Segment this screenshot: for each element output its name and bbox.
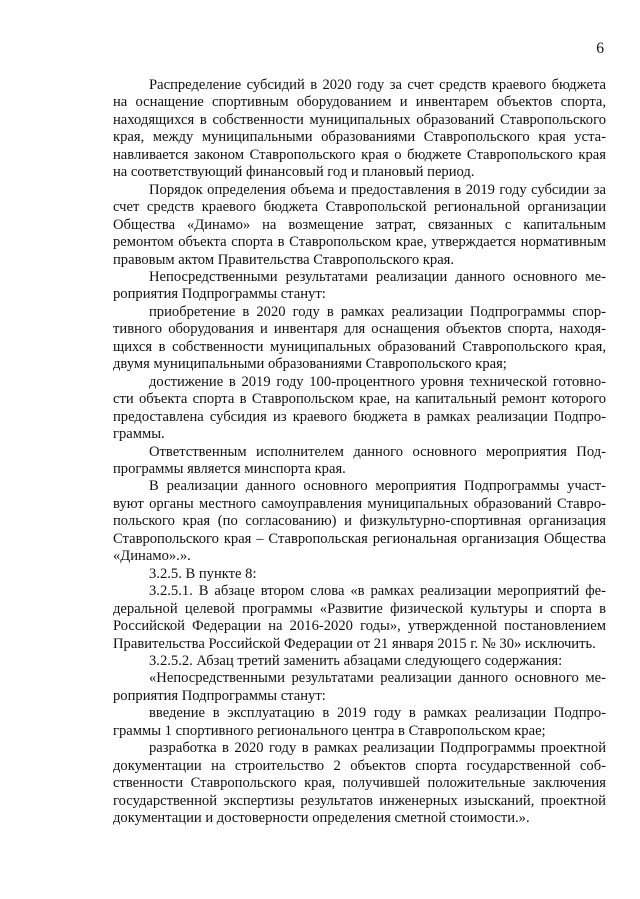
- paragraph-subsidy-distribution: Распределение субсидий в 2020 году за счет средств краевого бюджета на оснащение спортивным оборудованием и инвентарем объектов спорта, находящихся в собственности муниципальных образований Ставропольского края, между муниципальными образованиями Ставропольского края устанавливается законом Ставропольского края о бюджете Ставропольского края на соответствующий финансовый год и плановый период.: [113, 77, 606, 181]
- paragraph-responsible-executor: Ответственным исполнителем данного основного мероприятия Подпрограммы является минспорта края.: [113, 443, 606, 477]
- paragraph-commissioning: введение в эксплуатацию в 2019 году в рамках реализации Подпрограммы 1 спортивного регионального центра в Ставропольском крае;: [113, 705, 606, 739]
- paragraph-participants: В реализации данного основного мероприятия Подпрограммы участвуют органы местного самоуправления муниципальных образований Ставропольского края (по согласованию) и физкультурно-спортивная организация Ставропольского края – Ставропольская региональная организация Общества «Динамо».».: [113, 478, 606, 565]
- paragraph-design-documentation: разработка в 2020 году в рамках реализации Подпрограммы проектной документации на строительство 2 объектов спорта государственной собственности Ставропольского края, получившей положительные заключения государственной экспертизы результатов инженерных изысканий, проектной документации и достоверности определения сметной стоимости.».: [113, 740, 606, 827]
- paragraph-direct-results-intro: Непосредственными результатами реализации данного основного мероприятия Подпрограммы станут:: [113, 268, 606, 303]
- paragraph-subsidy-procedure: Порядок определения объема и предоставления в 2019 году субсидии за счет средств краевого бюджета Ставропольской региональной организации Общества «Динамо» на возмещение затрат, связанных с капитальным ремонтом объекта спорта в Ставропольском крае, утверждается нормативным правовым актом Правительства Ставропольского края.: [113, 181, 606, 268]
- page-number: 6: [596, 40, 604, 57]
- paragraph-clause-3-2-5-1: 3.2.5.1. В абзаце втором слова «в рамках реализации мероприятий федеральной целевой программы «Развитие физической культуры и спорта в Российской Федерации на 2016-2020 годы», утвержденной постановлением Правительства Российской Федерации от 21 января 2015 г. № 30» исключить.: [113, 583, 606, 652]
- document-body: [113, 77, 606, 827]
- paragraph-equipment-acquisition: приобретение в 2020 году в рамках реализации Подпрограммы спортивного оборудования и инвентаря для оснащения объектов спорта, находящихся в собственности муниципальных образований Ставропольского края, двумя муниципальными образованиями Ставропольского края;: [113, 303, 606, 373]
- paragraph-clause-3-2-5-2: 3.2.5.2. Абзац третий заменить абзацами следующего содержания:: [149, 652, 563, 669]
- paragraph-new-results-intro: «Непосредственными результатами реализации данного основного мероприятия Подпрограммы станут:: [113, 670, 606, 704]
- paragraph-clause-3-2-5: 3.2.5. В пункте 8:: [149, 565, 257, 582]
- paragraph-technical-readiness: достижение в 2019 году 100-процентного уровня технической готовности объекта спорта в Ставропольском крае, на капитальный ремонт которого предоставлена субсидия из краевого бюджета в рамках реализации Подпрограммы.: [113, 373, 606, 443]
